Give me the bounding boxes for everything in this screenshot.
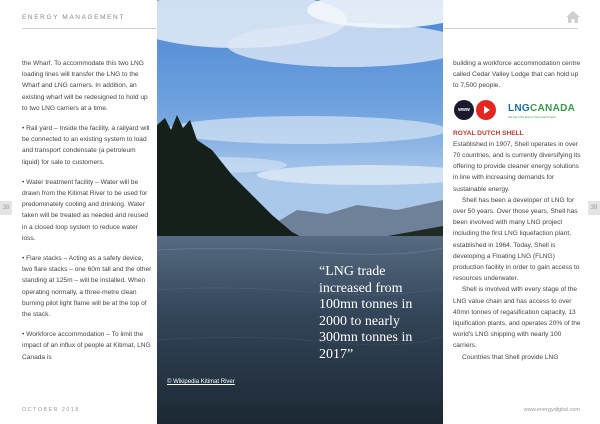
photo-credit-link[interactable]: © Wikipedia Kitimat River [167, 379, 235, 385]
header-rule-left [22, 28, 156, 29]
lng-logo-main: LNG [508, 103, 531, 114]
play-icon [476, 100, 496, 120]
section-title: ROYAL DUTCH SHELL [453, 129, 524, 137]
left-paragraph: • Water treatment facility – Water will be drawn from the Kitimat River to be used for predominately cooling and drinking. Water taken will be treated as needed and reused in a closed loop system to reduce water loss. [22, 178, 149, 242]
footer-website[interactable]: www.energydigital.com [523, 407, 580, 413]
left-paragraph: • Flare stacks – Acting as a safety device, two flare stacks – one 60m tall and the other standing at 125m – will be installed. When operating normally, a three-metre clean burning pilot light flame will be at the top of the stack. [22, 255, 152, 319]
right-paragraph: Shell is involved with every stage of the LNG value chain and has access to over 40mn tonnes of regasification capacity, 13 liquification plants, and operates 20% of the world's LNG shipping with nearly 100 carriers. [453, 286, 581, 350]
left-column [22, 58, 152, 372]
left-paragraph: the Wharf. To accommodate this two LNG loading lines will transfer the LNG to the Wharf and LNG carriers. In addition, an existing wharf will be redesigned to hold up to two LNG carriers at a time. [22, 60, 148, 112]
lng-canada-tagline: Kitimat LNG Export Terminal Project [508, 115, 556, 119]
right-intro: building a workforce accommodation centre called Cedar Valley Lodge that can hold up to 7,500 people. [453, 60, 581, 90]
page-number-right: 39 [588, 201, 600, 215]
header-rule-right [444, 28, 578, 29]
left-paragraph: • Workforce accommodation – To limit the impact of an influx of people at Kitimat, LNG Canada is [22, 331, 151, 361]
right-paragraph: Established in 1907, Shell operates in over 70 countries, and is currently diversifying its offering to provide cleaner energy solutions in line with increasing demands for sustainable energy. [453, 140, 581, 193]
right-paragraph: Countries that Shell provide LNG [462, 353, 559, 361]
right-paragraph: Shell has been a developer of LNG for over 50 years. Over those years, Shell has been involved with many LNG project including the first LNG liquefaction plant, established in 1964. Today, Shell is developing a Floating LNG (FLNG) production facility in order to gain access to resources underwater. [453, 196, 580, 283]
pull-quote: “LNG trade increased from 100mn tonnes in 2000 to nearly 300mn tonnes in 2017” [319, 264, 413, 362]
youtube-icon[interactable] [476, 100, 496, 120]
website-icon[interactable]: www [454, 100, 474, 120]
page-number-left: 38 [0, 201, 12, 215]
logo-row [454, 100, 582, 122]
section-header: ENERGY MANAGEMENT [22, 14, 125, 21]
home-icon[interactable] [565, 10, 581, 24]
lng-canada-logo [508, 103, 575, 114]
lng-logo-accent: CANADA [530, 103, 576, 114]
left-paragraph: • Rail yard – Inside the facility, a railyard will be connected to an existing system to load and transport condensate (a petroleum liquid) for sale to customers. [22, 125, 150, 166]
footer-date: OCTOBER 2018 [22, 407, 80, 413]
